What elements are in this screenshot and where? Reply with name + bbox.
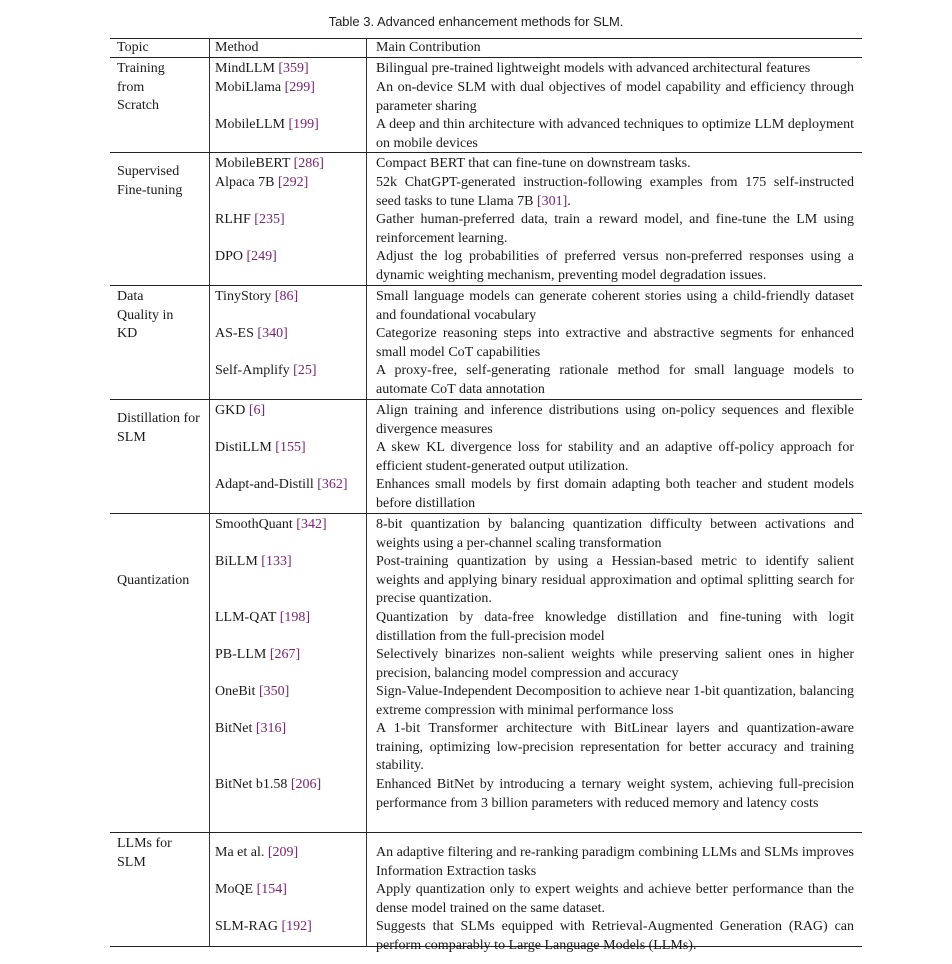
method-cell — [215, 720, 365, 739]
method-name: RLHF — [215, 212, 251, 227]
contribution-cell — [376, 720, 854, 776]
method-cell — [215, 116, 365, 135]
contribution-cell — [376, 60, 854, 79]
method-cell — [215, 609, 365, 628]
citation-ref: [235] — [254, 212, 285, 227]
citation-ref: [133] — [261, 554, 292, 569]
contribution-cell — [376, 881, 854, 918]
contribution-text: Bilingual pre-trained lightweight models with advanced architectural features — [376, 61, 811, 76]
citation-ref: [301] — [536, 193, 568, 209]
table-group — [110, 514, 862, 833]
contribution-text: Enhanced BitNet by introducing a ternary weight system, achieving full-precision performance from 3 billion parameters with reduced memory and latency costs — [376, 777, 854, 811]
table-group — [110, 286, 862, 400]
method-cell — [215, 881, 365, 900]
citation-ref: [359] — [278, 61, 309, 76]
method-name: MobileBERT — [215, 156, 291, 171]
topic-cell: Data Quality in KD — [117, 289, 174, 342]
column-divider — [366, 58, 367, 152]
contribution-cell — [376, 174, 854, 211]
column-divider — [209, 286, 210, 399]
method-cell — [215, 516, 365, 535]
citation-ref: [198] — [279, 610, 311, 625]
contribution-cell — [376, 248, 854, 285]
citation-ref: [209] — [267, 845, 299, 860]
method-cell — [215, 918, 365, 937]
contribution-cell — [376, 516, 854, 553]
contribution-text: A skew KL divergence loss for stability and an adaptive off-policy approach for efficient student-generated output utilization. — [376, 440, 854, 474]
citation-ref: [6] — [248, 403, 266, 418]
citation-ref: [199] — [288, 117, 319, 132]
method-cell — [215, 646, 365, 665]
contribution-cell — [376, 439, 854, 476]
citation-ref: [299] — [284, 80, 315, 95]
method-cell — [215, 362, 365, 381]
citation-ref: [155] — [275, 440, 306, 455]
contribution-cell — [376, 609, 854, 646]
contribution-text: Small language models can generate coherent stories using a child-friendly dataset and foundational vocabulary — [376, 289, 854, 323]
method-name: TinyStory — [215, 289, 272, 304]
column-divider — [209, 39, 210, 57]
method-name: Adapt-and-Distill — [215, 477, 314, 492]
table-body — [110, 58, 862, 953]
table-caption: Table 3. Advanced enhancement methods for SLM. — [328, 14, 624, 29]
topic-cell: Training from Scratch — [117, 61, 165, 114]
table-group — [110, 833, 862, 953]
table-group — [110, 58, 862, 153]
method-name: PB-LLM — [215, 647, 267, 662]
column-divider — [366, 833, 367, 946]
method-name: BiLLM — [215, 554, 258, 569]
method-cell — [215, 60, 365, 79]
citation-ref: [286] — [293, 156, 324, 171]
method-name: Self-Amplify — [215, 363, 290, 378]
table-group — [110, 400, 862, 514]
citation-ref: [316] — [255, 721, 287, 736]
method-cell — [215, 174, 365, 193]
contribution-text-end: . — [567, 193, 571, 209]
contribution-cell — [376, 646, 854, 683]
header-topic: Topic — [117, 40, 149, 55]
citation-ref: [86] — [274, 289, 299, 304]
citation-ref: [342] — [296, 517, 327, 532]
contribution-text: Adjust the log probabilities of preferred versus non-preferred responses using a dynamic weighting mechanism, preventing model degradation issues. — [376, 249, 854, 283]
citation-ref: [362] — [317, 477, 348, 492]
citation-ref: [249] — [246, 249, 277, 264]
column-divider — [366, 400, 367, 513]
method-name: DistiLLM — [215, 440, 272, 455]
method-name: AS-ES — [215, 326, 254, 341]
citation-ref: [350] — [258, 684, 290, 699]
contribution-cell — [376, 79, 854, 116]
contribution-text: Suggests that SLMs equipped with Retrieval-Augmented Generation (RAG) can perform comparably to Large Language Models (LLMs). — [376, 919, 854, 953]
method-cell — [215, 248, 365, 267]
citation-ref: [267] — [269, 647, 301, 662]
method-name: OneBit — [215, 684, 256, 699]
contribution-cell — [376, 476, 854, 513]
column-divider — [366, 514, 367, 832]
method-cell — [215, 288, 365, 307]
contribution-text: 8-bit quantization by balancing quantization difficulty between activations and weights using a per-channel scaling transformation — [376, 517, 854, 551]
column-divider — [209, 153, 210, 285]
method-cell — [215, 211, 365, 230]
header-method: Method — [215, 40, 259, 55]
contribution-cell — [376, 288, 854, 325]
method-cell — [215, 776, 365, 795]
citation-ref: [192] — [281, 919, 312, 934]
contribution-text: Quantization by data-free knowledge distillation and fine-tuning with logit distillation from the full-precision model — [376, 610, 854, 644]
contribution-cell — [376, 776, 854, 813]
method-cell — [215, 155, 365, 174]
method-cell — [215, 439, 365, 458]
table-header-row — [110, 39, 862, 58]
method-name: DPO — [215, 249, 244, 264]
contribution-text: Gather human-preferred data, train a reward model, and fine-tune the LM using reinforcement learning. — [376, 212, 854, 246]
column-divider — [209, 400, 210, 513]
contribution-text: A deep and thin architecture with advanced techniques to optimize LLM deployment on mobile devices — [376, 117, 854, 151]
contribution-cell — [376, 553, 854, 609]
column-divider — [366, 39, 367, 57]
column-divider — [209, 514, 210, 832]
method-name: MobiLlama — [215, 80, 282, 95]
method-cell — [215, 476, 365, 495]
contribution-cell — [376, 918, 854, 955]
method-cell — [215, 844, 365, 863]
contribution-text: Enhances small models by first domain adapting both teacher and student models before distillation — [376, 477, 854, 511]
citation-ref: [25] — [293, 363, 317, 378]
contribution-cell — [376, 211, 854, 248]
method-name: SmoothQuant — [215, 517, 293, 532]
method-name: Ma et al. — [215, 845, 265, 860]
citation-ref: [206] — [290, 777, 322, 792]
table-group — [110, 153, 862, 286]
citation-ref: [292] — [277, 175, 309, 190]
method-name: BitNet — [215, 721, 253, 736]
method-name: LLM-QAT — [215, 610, 277, 625]
topic-cell: Quantization — [117, 573, 190, 588]
method-name: BitNet b1.58 — [215, 777, 288, 792]
topic-cell: Supervised Fine-tuning — [117, 164, 183, 198]
column-divider — [366, 153, 367, 285]
contribution-text: Post-training quantization by using a Hessian-based metric to identify salient weights and applying binary residual approximation and optimal splitting search for precise quantization. — [376, 554, 854, 607]
method-name: Alpaca 7B — [215, 175, 275, 190]
contribution-text: An adaptive filtering and re-ranking paradigm combining LLMs and SLMs improves Information Extraction tasks — [376, 845, 854, 879]
contribution-text: Apply quantization only to expert weights and achieve better performance than the dense model trained on the same dataset. — [376, 882, 854, 916]
contribution-text: An on-device SLM with dual objectives of model capability and efficiency through parameter sharing — [376, 80, 854, 114]
contribution-cell — [376, 325, 854, 362]
method-name: MoQE — [215, 882, 254, 897]
enhancement-methods-table — [110, 38, 862, 953]
contribution-text: A 1-bit Transformer architecture with BitLinear layers and quantization-aware training, optimizing low-precision representation for better accuracy and training stability. — [376, 721, 854, 774]
topic-cell: LLMs for SLM — [117, 836, 172, 870]
column-divider — [209, 833, 210, 946]
column-divider — [209, 58, 210, 152]
contribution-cell — [376, 155, 854, 174]
topic-cell: Distillation for SLM — [117, 411, 200, 445]
method-name: GKD — [215, 403, 246, 418]
contribution-text: Compact BERT that can fine-tune on downstream tasks. — [376, 156, 691, 171]
method-name: MindLLM — [215, 61, 275, 76]
method-name: SLM-RAG — [215, 919, 279, 934]
method-cell — [215, 325, 365, 344]
contribution-text: A proxy-free, self-generating rationale method for small language models to automate CoT data annotation — [376, 363, 854, 397]
contribution-cell — [376, 402, 854, 439]
contribution-cell — [376, 844, 854, 881]
method-cell — [215, 683, 365, 702]
contribution-text: Selectively binarizes non-salient weights while preserving salient ones in higher precision, balancing model compression and accuracy — [376, 647, 854, 681]
contribution-text: Categorize reasoning steps into extractive and abstractive segments for enhanced small model CoT capabilities — [376, 326, 854, 360]
contribution-text: Sign-Value-Independent Decomposition to achieve near 1-bit quantization, balancing extreme compression with minimal performance loss — [376, 684, 854, 718]
method-cell — [215, 553, 365, 572]
contribution-cell — [376, 362, 854, 399]
column-divider — [366, 286, 367, 399]
contribution-cell — [376, 116, 854, 153]
method-cell — [215, 79, 365, 98]
citation-ref: [340] — [257, 326, 288, 341]
citation-ref: [154] — [256, 882, 287, 897]
contribution-text: Align training and inference distributions using on-policy sequences and flexible divergence measures — [376, 403, 854, 437]
method-cell — [215, 402, 365, 421]
contribution-cell — [376, 683, 854, 720]
method-name: MobileLLM — [215, 117, 285, 132]
contribution-text: 52k ChatGPT-generated instruction-following examples from 175 self-instructed seed tasks to tune Llama 7B — [376, 175, 854, 209]
header-contribution: Main Contribution — [376, 40, 481, 55]
